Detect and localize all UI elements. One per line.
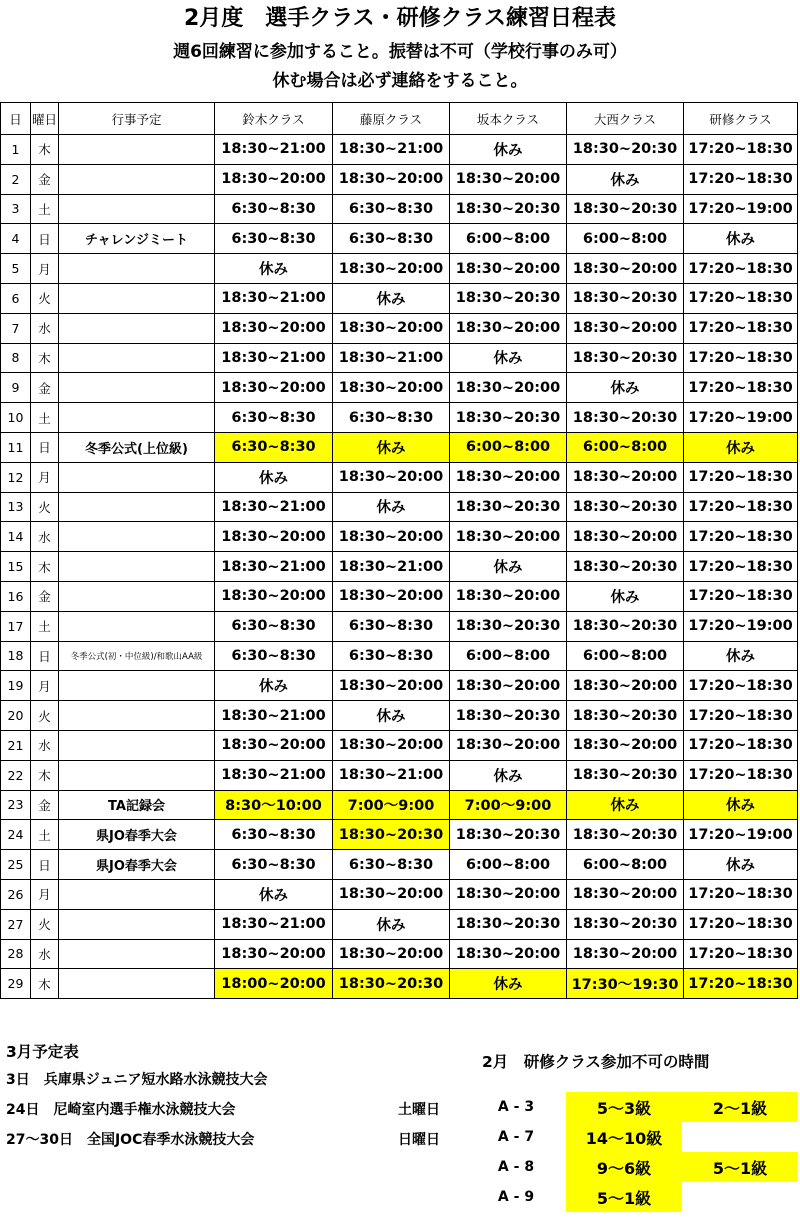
column-header-fujiwara: 藤原クラス bbox=[333, 103, 450, 135]
table-row bbox=[1, 730, 798, 760]
weekday-cell: 土 bbox=[31, 820, 59, 850]
onishi-cell: 18:30~20:30 bbox=[567, 760, 684, 790]
table-row bbox=[1, 969, 798, 999]
event-cell bbox=[59, 492, 215, 522]
event-cell bbox=[59, 403, 215, 433]
event-cell: TA記録会 bbox=[59, 790, 215, 820]
day-cell: 7 bbox=[1, 313, 31, 343]
column-header-event: 行事予定 bbox=[59, 103, 215, 135]
sakamoto-cell: 18:30~20:30 bbox=[450, 492, 567, 522]
suzuki-cell: 6:30~8:30 bbox=[215, 194, 333, 224]
table-row bbox=[1, 254, 798, 284]
sakamoto-cell: 18:30~20:00 bbox=[450, 254, 567, 284]
suzuki-cell: 18:30~21:00 bbox=[215, 760, 333, 790]
onishi-cell: 18:30~20:30 bbox=[567, 820, 684, 850]
weekday-cell: 金 bbox=[31, 373, 59, 403]
weekday-cell: 月 bbox=[31, 254, 59, 284]
suzuki-cell: 18:30~21:00 bbox=[215, 701, 333, 731]
suzuki-cell: 6:30~8:30 bbox=[215, 611, 333, 641]
suzuki-cell: 休み bbox=[215, 671, 333, 701]
sakamoto-cell: 6:00~8:00 bbox=[450, 224, 567, 254]
training-cell: 17:20~18:30 bbox=[684, 969, 798, 999]
table-row bbox=[1, 671, 798, 701]
unavailable-grade: 14～10級 bbox=[566, 1122, 682, 1152]
fujiwara-cell: 18:30~20:00 bbox=[333, 730, 450, 760]
event-cell bbox=[59, 730, 215, 760]
fujiwara-cell: 7:00～9:00 bbox=[333, 790, 450, 820]
event-cell: 県JO春季大会 bbox=[59, 820, 215, 850]
day-cell: 23 bbox=[1, 790, 31, 820]
event-cell bbox=[59, 135, 215, 165]
training-cell: 17:20~19:00 bbox=[684, 403, 798, 433]
fujiwara-cell: 18:30~20:00 bbox=[333, 939, 450, 969]
weekday-cell: 月 bbox=[31, 879, 59, 909]
unavailable-grade: 2～1級 bbox=[682, 1092, 798, 1122]
sakamoto-cell: 7:00～9:00 bbox=[450, 790, 567, 820]
table-header-row bbox=[1, 103, 798, 135]
fujiwara-cell: 休み bbox=[333, 432, 450, 462]
fujiwara-cell: 18:30~20:00 bbox=[333, 373, 450, 403]
fujiwara-cell: 18:30~21:00 bbox=[333, 552, 450, 582]
table-row bbox=[1, 641, 798, 671]
unavailable-row bbox=[466, 1152, 798, 1182]
fujiwara-cell: 18:30~21:00 bbox=[333, 760, 450, 790]
sakamoto-cell: 18:30~20:00 bbox=[450, 164, 567, 194]
column-header-onishi: 大西クラス bbox=[567, 103, 684, 135]
fujiwara-cell: 6:30~8:30 bbox=[333, 611, 450, 641]
suzuki-cell: 18:30~20:00 bbox=[215, 730, 333, 760]
day-cell: 20 bbox=[1, 701, 31, 731]
table-row bbox=[1, 135, 798, 165]
table-row bbox=[1, 373, 798, 403]
march-schedule-title: 3月予定表 bbox=[6, 1043, 79, 1061]
onishi-cell: 18:30~20:30 bbox=[567, 552, 684, 582]
sakamoto-cell: 18:30~20:30 bbox=[450, 611, 567, 641]
column-header-sakamoto: 坂本クラス bbox=[450, 103, 567, 135]
day-cell: 10 bbox=[1, 403, 31, 433]
fujiwara-cell: 18:30~20:00 bbox=[333, 671, 450, 701]
weekday-cell: 水 bbox=[31, 939, 59, 969]
event-cell: 冬季公式(初・中位級)/和歌山AA級 bbox=[59, 641, 215, 671]
day-cell: 6 bbox=[1, 283, 31, 313]
fujiwara-cell: 6:30~8:30 bbox=[333, 403, 450, 433]
column-header-weekday: 曜日 bbox=[31, 103, 59, 135]
table-row bbox=[1, 879, 798, 909]
event-cell bbox=[59, 969, 215, 999]
suzuki-cell: 6:30~8:30 bbox=[215, 432, 333, 462]
sakamoto-cell: 18:30~20:00 bbox=[450, 522, 567, 552]
sakamoto-cell: 18:30~20:00 bbox=[450, 730, 567, 760]
table-row bbox=[1, 820, 798, 850]
training-cell: 17:20~18:30 bbox=[684, 254, 798, 284]
table-row bbox=[1, 701, 798, 731]
fujiwara-cell: 休み bbox=[333, 909, 450, 939]
day-cell: 3 bbox=[1, 194, 31, 224]
training-cell: 17:20~19:00 bbox=[684, 194, 798, 224]
training-unavailable-table bbox=[466, 1092, 798, 1212]
table-row bbox=[1, 760, 798, 790]
training-cell: 17:20~18:30 bbox=[684, 760, 798, 790]
weekday-cell: 火 bbox=[31, 701, 59, 731]
unavailable-label: A - 9 bbox=[497, 1189, 535, 1205]
training-cell: 17:20~18:30 bbox=[684, 909, 798, 939]
day-cell: 2 bbox=[1, 164, 31, 194]
table-row bbox=[1, 224, 798, 254]
unavailable-grade: 9～6級 bbox=[566, 1152, 682, 1182]
suzuki-cell: 18:30~20:00 bbox=[215, 373, 333, 403]
weekday-cell: 金 bbox=[31, 581, 59, 611]
weekday-cell: 日 bbox=[31, 850, 59, 880]
onishi-cell: 18:30~20:30 bbox=[567, 194, 684, 224]
unavailable-label: A - 8 bbox=[497, 1159, 535, 1175]
table-row bbox=[1, 909, 798, 939]
weekday-cell: 日 bbox=[31, 224, 59, 254]
suzuki-cell: 6:30~8:30 bbox=[215, 224, 333, 254]
event-cell bbox=[59, 939, 215, 969]
day-cell: 14 bbox=[1, 522, 31, 552]
fujiwara-cell: 18:30~20:00 bbox=[333, 462, 450, 492]
sakamoto-cell: 休み bbox=[450, 969, 567, 999]
onishi-cell: 6:00~8:00 bbox=[567, 432, 684, 462]
training-cell: 17:20~18:30 bbox=[684, 522, 798, 552]
unavailable-grade bbox=[682, 1182, 798, 1212]
weekday-cell: 月 bbox=[31, 462, 59, 492]
event-cell bbox=[59, 552, 215, 582]
fujiwara-cell: 6:30~8:30 bbox=[333, 194, 450, 224]
onishi-cell: 18:30~20:30 bbox=[567, 492, 684, 522]
table-row bbox=[1, 462, 798, 492]
table-row bbox=[1, 164, 798, 194]
training-cell: 17:20~18:30 bbox=[684, 552, 798, 582]
table-row bbox=[1, 552, 798, 582]
unavailable-row bbox=[466, 1122, 798, 1152]
fujiwara-cell: 6:30~8:30 bbox=[333, 850, 450, 880]
training-cell: 17:20~18:30 bbox=[684, 701, 798, 731]
table-row bbox=[1, 611, 798, 641]
table-row bbox=[1, 432, 798, 462]
column-header-suzuki: 鈴木クラス bbox=[215, 103, 333, 135]
onishi-cell: 18:30~20:30 bbox=[567, 403, 684, 433]
suzuki-cell: 6:30~8:30 bbox=[215, 820, 333, 850]
schedule-table bbox=[0, 102, 798, 999]
event-cell bbox=[59, 194, 215, 224]
day-cell: 19 bbox=[1, 671, 31, 701]
training-cell: 17:20~18:30 bbox=[684, 581, 798, 611]
event-cell bbox=[59, 671, 215, 701]
suzuki-cell: 休み bbox=[215, 879, 333, 909]
sakamoto-cell: 18:30~20:00 bbox=[450, 313, 567, 343]
suzuki-cell: 18:30~20:00 bbox=[215, 164, 333, 194]
onishi-cell: 18:30~20:00 bbox=[567, 313, 684, 343]
table-row bbox=[1, 522, 798, 552]
event-cell bbox=[59, 522, 215, 552]
table-row bbox=[1, 343, 798, 373]
sakamoto-cell: 18:30~20:00 bbox=[450, 939, 567, 969]
sakamoto-cell: 18:30~20:00 bbox=[450, 581, 567, 611]
training-cell: 17:20~18:30 bbox=[684, 879, 798, 909]
suzuki-cell: 8:30～10:00 bbox=[215, 790, 333, 820]
weekday-cell: 水 bbox=[31, 730, 59, 760]
training-cell: 休み bbox=[684, 224, 798, 254]
fujiwara-cell: 18:30~20:00 bbox=[333, 313, 450, 343]
rule-line-2: 休む場合は必ず連絡をすること。 bbox=[272, 71, 528, 91]
training-cell: 17:20~18:30 bbox=[684, 164, 798, 194]
training-cell: 休み bbox=[684, 790, 798, 820]
event-cell: 県JO春季大会 bbox=[59, 850, 215, 880]
sakamoto-cell: 18:30~20:30 bbox=[450, 403, 567, 433]
table-row bbox=[1, 850, 798, 880]
day-cell: 22 bbox=[1, 760, 31, 790]
table-row bbox=[1, 313, 798, 343]
suzuki-cell: 18:30~20:00 bbox=[215, 313, 333, 343]
onishi-cell: 休み bbox=[567, 581, 684, 611]
event-cell bbox=[59, 283, 215, 313]
weekday-cell: 水 bbox=[31, 313, 59, 343]
event-cell bbox=[59, 462, 215, 492]
event-cell: チャレンジミート bbox=[59, 224, 215, 254]
fujiwara-cell: 18:30~21:00 bbox=[333, 135, 450, 165]
fujiwara-cell: 18:30~20:00 bbox=[333, 581, 450, 611]
sakamoto-cell: 18:30~20:00 bbox=[450, 373, 567, 403]
suzuki-cell: 6:30~8:30 bbox=[215, 850, 333, 880]
day-cell: 18 bbox=[1, 641, 31, 671]
sakamoto-cell: 18:30~20:30 bbox=[450, 194, 567, 224]
onishi-cell: 18:30~20:30 bbox=[567, 343, 684, 373]
suzuki-cell: 18:30~20:00 bbox=[215, 581, 333, 611]
suzuki-cell: 18:30~21:00 bbox=[215, 552, 333, 582]
day-cell: 1 bbox=[1, 135, 31, 165]
weekday-cell: 木 bbox=[31, 969, 59, 999]
weekday-cell: 金 bbox=[31, 790, 59, 820]
sakamoto-cell: 18:30~20:30 bbox=[450, 283, 567, 313]
suzuki-cell: 18:30~21:00 bbox=[215, 492, 333, 522]
suzuki-cell: 6:30~8:30 bbox=[215, 641, 333, 671]
onishi-cell: 18:30~20:00 bbox=[567, 254, 684, 284]
day-cell: 16 bbox=[1, 581, 31, 611]
training-cell: 17:20~18:30 bbox=[684, 283, 798, 313]
march-item: 3日 兵庫県ジュニア短水路水泳競技大会 bbox=[6, 1072, 268, 1088]
training-cell: 17:20~18:30 bbox=[684, 462, 798, 492]
suzuki-cell: 18:00~20:00 bbox=[215, 969, 333, 999]
march-weekday: 土曜日 bbox=[398, 1102, 440, 1118]
training-cell: 17:20~18:30 bbox=[684, 492, 798, 522]
weekday-cell: 土 bbox=[31, 611, 59, 641]
onishi-cell: 18:30~20:30 bbox=[567, 909, 684, 939]
training-cell: 17:20~19:00 bbox=[684, 611, 798, 641]
training-cell: 休み bbox=[684, 641, 798, 671]
event-cell bbox=[59, 581, 215, 611]
day-cell: 26 bbox=[1, 879, 31, 909]
table-row bbox=[1, 492, 798, 522]
sakamoto-cell: 18:30~20:30 bbox=[450, 909, 567, 939]
rule-line-1: 週6回練習に参加すること。振替は不可（学校行事のみ可） bbox=[173, 42, 627, 62]
onishi-cell: 18:30~20:30 bbox=[567, 701, 684, 731]
sakamoto-cell: 休み bbox=[450, 552, 567, 582]
fujiwara-cell: 休み bbox=[333, 283, 450, 313]
sakamoto-cell: 6:00~8:00 bbox=[450, 641, 567, 671]
weekday-cell: 火 bbox=[31, 492, 59, 522]
onishi-cell: 6:00~8:00 bbox=[567, 850, 684, 880]
march-item: 24日 尼崎室内選手権水泳競技大会 bbox=[6, 1102, 236, 1118]
column-header-training: 研修クラス bbox=[684, 103, 798, 135]
suzuki-cell: 18:30~21:00 bbox=[215, 135, 333, 165]
suzuki-cell: 18:30~20:00 bbox=[215, 939, 333, 969]
page-title: 2月度 選手クラス・研修クラス練習日程表 bbox=[184, 6, 616, 31]
fujiwara-cell: 18:30~20:00 bbox=[333, 164, 450, 194]
weekday-cell: 火 bbox=[31, 283, 59, 313]
fujiwara-cell: 6:30~8:30 bbox=[333, 641, 450, 671]
suzuki-cell: 18:30~21:00 bbox=[215, 283, 333, 313]
day-cell: 15 bbox=[1, 552, 31, 582]
sakamoto-cell: 18:30~20:00 bbox=[450, 462, 567, 492]
training-cell: 17:20~18:30 bbox=[684, 313, 798, 343]
day-cell: 24 bbox=[1, 820, 31, 850]
onishi-cell: 18:30~20:00 bbox=[567, 462, 684, 492]
event-cell bbox=[59, 760, 215, 790]
day-cell: 8 bbox=[1, 343, 31, 373]
day-cell: 4 bbox=[1, 224, 31, 254]
sakamoto-cell: 6:00~8:00 bbox=[450, 432, 567, 462]
onishi-cell: 6:00~8:00 bbox=[567, 641, 684, 671]
training-cell: 17:20~18:30 bbox=[684, 373, 798, 403]
suzuki-cell: 18:30~21:00 bbox=[215, 343, 333, 373]
event-cell bbox=[59, 313, 215, 343]
unavailable-row bbox=[466, 1092, 798, 1122]
march-item: 27～30日 全国JOC春季水泳競技大会 bbox=[6, 1132, 255, 1148]
march-weekday: 日曜日 bbox=[398, 1132, 440, 1148]
suzuki-cell: 休み bbox=[215, 254, 333, 284]
onishi-cell: 休み bbox=[567, 373, 684, 403]
weekday-cell: 日 bbox=[31, 641, 59, 671]
weekday-cell: 木 bbox=[31, 760, 59, 790]
weekday-cell: 土 bbox=[31, 194, 59, 224]
day-cell: 27 bbox=[1, 909, 31, 939]
onishi-cell: 6:00~8:00 bbox=[567, 224, 684, 254]
column-header-day: 日 bbox=[1, 103, 31, 135]
event-cell bbox=[59, 343, 215, 373]
table-row bbox=[1, 790, 798, 820]
event-cell bbox=[59, 879, 215, 909]
weekday-cell: 火 bbox=[31, 909, 59, 939]
table-row bbox=[1, 283, 798, 313]
weekday-cell: 木 bbox=[31, 135, 59, 165]
unavailable-grade: 5～3級 bbox=[566, 1092, 682, 1122]
suzuki-cell: 休み bbox=[215, 462, 333, 492]
sakamoto-cell: 18:30~20:30 bbox=[450, 701, 567, 731]
sakamoto-cell: 18:30~20:30 bbox=[450, 820, 567, 850]
onishi-cell: 18:30~20:00 bbox=[567, 671, 684, 701]
fujiwara-cell: 18:30~20:00 bbox=[333, 879, 450, 909]
onishi-cell: 17:30～19:30 bbox=[567, 969, 684, 999]
training-cell: 17:20~18:30 bbox=[684, 939, 798, 969]
unavailable-label: A - 3 bbox=[497, 1099, 535, 1115]
table-row bbox=[1, 403, 798, 433]
event-cell bbox=[59, 701, 215, 731]
unavailable-label: A - 7 bbox=[497, 1129, 535, 1145]
sakamoto-cell: 休み bbox=[450, 760, 567, 790]
training-cell: 休み bbox=[684, 850, 798, 880]
suzuki-cell: 18:30~21:00 bbox=[215, 909, 333, 939]
training-unavailable-title: 2月 研修クラス参加不可の時間 bbox=[482, 1053, 710, 1071]
day-cell: 29 bbox=[1, 969, 31, 999]
day-cell: 12 bbox=[1, 462, 31, 492]
sakamoto-cell: 休み bbox=[450, 135, 567, 165]
day-cell: 28 bbox=[1, 939, 31, 969]
onishi-cell: 18:30~20:30 bbox=[567, 283, 684, 313]
onishi-cell: 休み bbox=[567, 790, 684, 820]
training-cell: 17:20~18:30 bbox=[684, 135, 798, 165]
unavailable-row bbox=[466, 1182, 798, 1212]
unavailable-grade bbox=[682, 1122, 798, 1152]
sakamoto-cell: 18:30~20:00 bbox=[450, 671, 567, 701]
weekday-cell: 水 bbox=[31, 522, 59, 552]
fujiwara-cell: 休み bbox=[333, 701, 450, 731]
day-cell: 21 bbox=[1, 730, 31, 760]
unavailable-grade: 5～1級 bbox=[566, 1182, 682, 1212]
onishi-cell: 18:30~20:30 bbox=[567, 135, 684, 165]
day-cell: 13 bbox=[1, 492, 31, 522]
onishi-cell: 18:30~20:00 bbox=[567, 939, 684, 969]
event-cell bbox=[59, 909, 215, 939]
onishi-cell: 18:30~20:00 bbox=[567, 879, 684, 909]
event-cell bbox=[59, 611, 215, 641]
day-cell: 17 bbox=[1, 611, 31, 641]
event-cell bbox=[59, 164, 215, 194]
sakamoto-cell: 休み bbox=[450, 343, 567, 373]
weekday-cell: 月 bbox=[31, 671, 59, 701]
weekday-cell: 木 bbox=[31, 343, 59, 373]
fujiwara-cell: 18:30~20:30 bbox=[333, 820, 450, 850]
event-cell: 冬季公式(上位級) bbox=[59, 432, 215, 462]
training-cell: 17:20~18:30 bbox=[684, 671, 798, 701]
weekday-cell: 金 bbox=[31, 164, 59, 194]
onishi-cell: 休み bbox=[567, 164, 684, 194]
sakamoto-cell: 18:30~20:00 bbox=[450, 879, 567, 909]
sakamoto-cell: 6:00~8:00 bbox=[450, 850, 567, 880]
unavailable-grade: 5～1級 bbox=[682, 1152, 798, 1182]
day-cell: 11 bbox=[1, 432, 31, 462]
day-cell: 25 bbox=[1, 850, 31, 880]
table-row bbox=[1, 939, 798, 969]
fujiwara-cell: 18:30~21:00 bbox=[333, 343, 450, 373]
event-cell bbox=[59, 373, 215, 403]
suzuki-cell: 6:30~8:30 bbox=[215, 403, 333, 433]
fujiwara-cell: 6:30~8:30 bbox=[333, 224, 450, 254]
fujiwara-cell: 休み bbox=[333, 492, 450, 522]
event-cell bbox=[59, 254, 215, 284]
table-row bbox=[1, 581, 798, 611]
table-row bbox=[1, 194, 798, 224]
fujiwara-cell: 18:30~20:00 bbox=[333, 522, 450, 552]
onishi-cell: 18:30~20:00 bbox=[567, 730, 684, 760]
training-cell: 17:20~18:30 bbox=[684, 730, 798, 760]
fujiwara-cell: 18:30~20:00 bbox=[333, 254, 450, 284]
weekday-cell: 木 bbox=[31, 552, 59, 582]
onishi-cell: 18:30~20:00 bbox=[567, 522, 684, 552]
fujiwara-cell: 18:30~20:30 bbox=[333, 969, 450, 999]
training-cell: 休み bbox=[684, 432, 798, 462]
training-cell: 17:20~19:00 bbox=[684, 820, 798, 850]
day-cell: 5 bbox=[1, 254, 31, 284]
day-cell: 9 bbox=[1, 373, 31, 403]
suzuki-cell: 18:30~20:00 bbox=[215, 522, 333, 552]
onishi-cell: 18:30~20:30 bbox=[567, 611, 684, 641]
weekday-cell: 日 bbox=[31, 432, 59, 462]
weekday-cell: 土 bbox=[31, 403, 59, 433]
training-cell: 17:20~18:30 bbox=[684, 343, 798, 373]
